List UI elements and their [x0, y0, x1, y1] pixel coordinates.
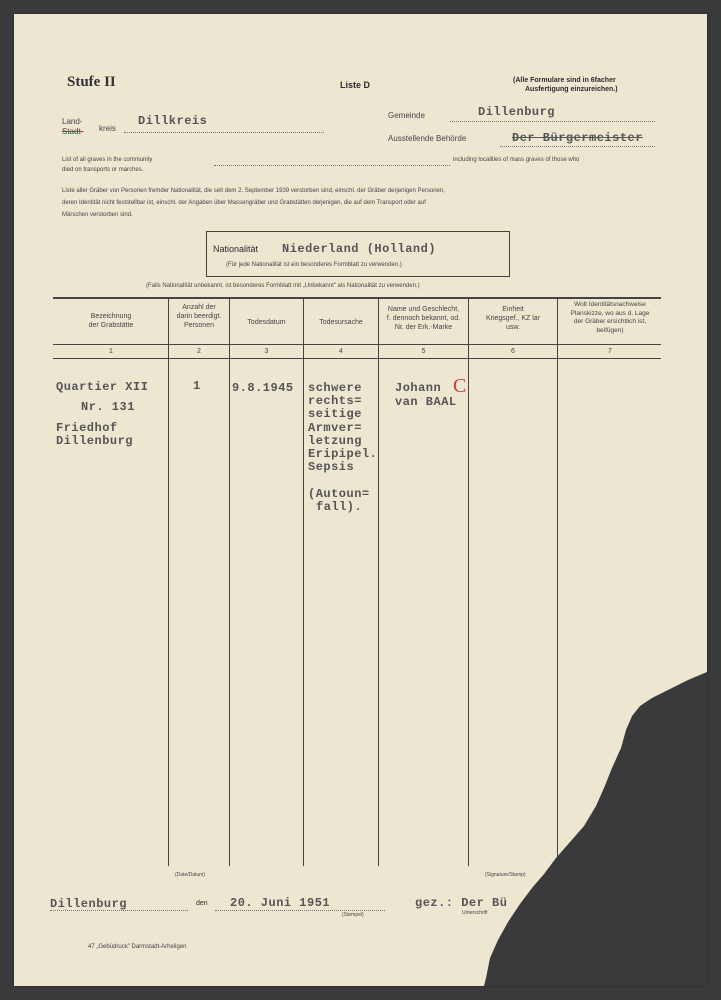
- nationality-value: Niederland (Holland): [282, 242, 437, 256]
- date-caption: (Date/Datum): [175, 872, 206, 878]
- footer-den: den: [196, 900, 208, 907]
- name-line-2: van BAAL: [395, 395, 457, 409]
- column-header-6: Einheit Kriegsgef., KZ lar usw.: [485, 306, 541, 331]
- red-pencil-mark: C: [453, 375, 467, 397]
- death-date: 9.8.1945: [232, 381, 294, 395]
- grave-line-2: Nr. 131: [81, 400, 135, 414]
- column-header-7: Wolt Identitätsnachweise Planskizze, wo aus d. Lage der Gräber ersichtlich ist, beifügen): [570, 301, 650, 334]
- stempel-caption: (Stempel): [342, 912, 364, 918]
- behoerde-label: Ausstellende Behörde: [388, 134, 467, 143]
- column-number-4: 4: [339, 348, 343, 355]
- printer-imprint: 47 „Gebüdruck" Darmstadt-Arheilgen: [88, 944, 187, 950]
- unterschrift-caption: Unterschrift: [462, 910, 488, 916]
- land-label: Land-: [62, 117, 83, 126]
- intro-en-line1-right: including localities of mass graves of those who: [453, 157, 580, 163]
- column-header-5: Name und Geschlecht, f. dennoch bekannt, od. Nr. der Erk.-Marke: [386, 306, 461, 331]
- intro-en-line1: List of all graves in the community: [62, 157, 153, 163]
- signature-caption: (Signature/Stamp): [485, 872, 526, 878]
- cause-line-3: seitige: [308, 407, 362, 421]
- grave-line-1: Quartier XII: [56, 380, 149, 394]
- copies-note-2: Ausfertigung einzureichen.): [525, 86, 618, 93]
- gemeinde-label: Gemeinde: [388, 111, 425, 120]
- unknown-nationality-note: (Falls Nationalität unbekannt, ist besonderes Formblatt mit „Unbekannt" als Nationalität zu verwenden.): [146, 283, 420, 289]
- behoerde-value: Der Bürgermeister: [512, 131, 643, 145]
- grave-line-4: Dillenburg: [56, 434, 134, 448]
- footer-date: 20. Juni 1951: [230, 896, 331, 910]
- grave-line-3: Friedhof: [56, 421, 118, 435]
- gemeinde-value: Dillenburg: [478, 105, 556, 119]
- intro-de-line3: Märschen verstorben sind.: [62, 212, 133, 218]
- footer-place: Dillenburg: [50, 897, 128, 911]
- cause-line-6: Eripipel.: [308, 447, 378, 461]
- cause-line-8: (Autoun=: [308, 487, 370, 501]
- cause-line-9: fall).: [316, 500, 363, 514]
- nationality-label: Nationalität: [213, 244, 259, 254]
- column-number-3: 3: [264, 348, 269, 355]
- column-number-6: 6: [511, 348, 515, 355]
- intro-de-line2: deren Identität nicht feststellbar ist, einschl. der Angaben über Massengräber und Grabstätten derjenigen, die auf dem Transport oder auf: [62, 200, 426, 206]
- column-header-4: Todesursache: [319, 319, 363, 326]
- column-header-3: Todesdatum: [247, 319, 286, 326]
- cause-line-1: schwere: [308, 381, 362, 395]
- cause-line-2: rechts=: [308, 394, 362, 408]
- column-number-7: 7: [608, 348, 612, 355]
- footer-signature: gez.: Der Bü: [415, 896, 508, 910]
- cause-line-4: Armver=: [308, 421, 362, 435]
- column-number-5: 5: [421, 348, 426, 355]
- cause-line-7: Sepsis: [308, 460, 355, 474]
- intro-de-line1: Liste aller Gräber von Personen fremder Nationalität, die seit dem 2. September 1939 verstorben sind, einschl. der Gräber derjenigen Personen,: [62, 188, 445, 194]
- liste-label: Liste D: [340, 80, 371, 90]
- column-number-1: 1: [109, 348, 113, 355]
- nationality-note: (Für jede Nationalität ist ein besonderes Formblatt zu verwenden.): [226, 262, 402, 268]
- cause-line-5: letzung: [308, 434, 362, 448]
- burial-count: 1: [193, 379, 201, 393]
- stufe-label: Stufe II: [67, 74, 116, 90]
- kreis-label: kreis: [99, 124, 116, 133]
- column-header-1: Bezeichnung der Grabstätte: [88, 313, 134, 329]
- kreis-value: Dillkreis: [138, 114, 208, 128]
- column-header-2: Anzahl der darin beerdigt. Personen: [176, 304, 222, 329]
- name-line-1: Johann: [395, 381, 442, 395]
- copies-note-1: (Alle Formulare sind in 6facher: [513, 77, 616, 84]
- column-number-2: 2: [197, 348, 201, 355]
- intro-en-line2: died on transports or marches.: [62, 167, 144, 173]
- stadt-label: Stadt-: [62, 127, 84, 136]
